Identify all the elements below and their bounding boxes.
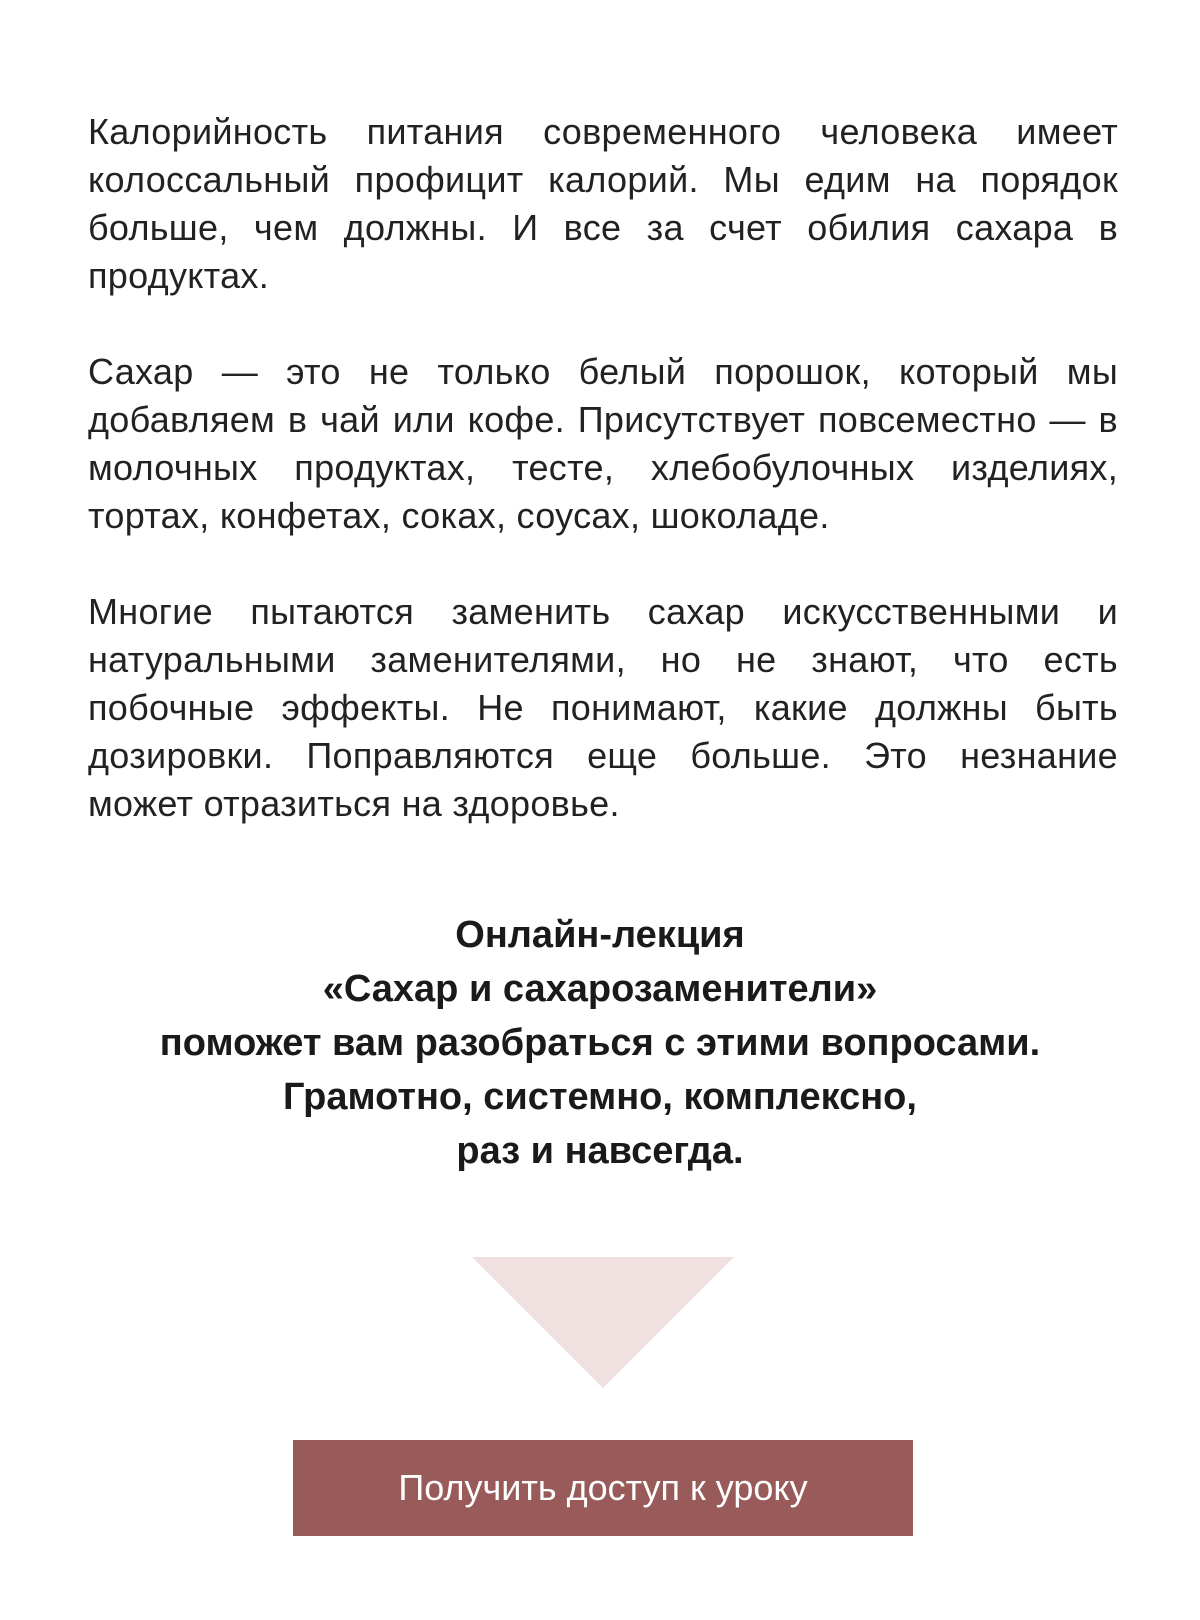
- promo-line-title: Онлайн-лекция: [455, 914, 745, 956]
- promo-line-qualities: Грамотно, системно, комплексно,: [283, 1076, 917, 1118]
- article-body: [88, 108, 1118, 828]
- promo-line-help: поможет вам разобраться с этими вопросами.: [159, 1022, 1041, 1064]
- lecture-promo: [60, 908, 1140, 1178]
- get-access-button[interactable]: Получить доступ к уроку: [293, 1440, 913, 1536]
- promo-line-forever: раз и навсегда.: [456, 1130, 744, 1172]
- promo-line-lecture-name: «Сахар и сахарозаменители»: [322, 968, 878, 1010]
- paragraph-sweeteners: Многие пытаются заменить сахар искусственными и натуральными заменителями, но не знают, что есть побочные эффекты. Не понимают, какие должны быть дозировки. Поправляются еще больше. Это незнание может отразиться на здоровье.: [88, 591, 1118, 824]
- paragraph-calories: Калорийность питания современного человека имеет колоссальный профицит калорий. Мы едим на порядок больше, чем должны. И все за счет обилия сахара в продуктах.: [88, 111, 1118, 296]
- paragraph-sugar-sources: Сахар — это не только белый порошок, который мы добавляем в чай или кофе. Присутствует повсеместно — в молочных продуктах, тесте, хлебобулочных изделиях, тортах, конфетах, соках, соусах, шоколаде.: [88, 351, 1118, 536]
- down-triangle-icon: [472, 1257, 734, 1388]
